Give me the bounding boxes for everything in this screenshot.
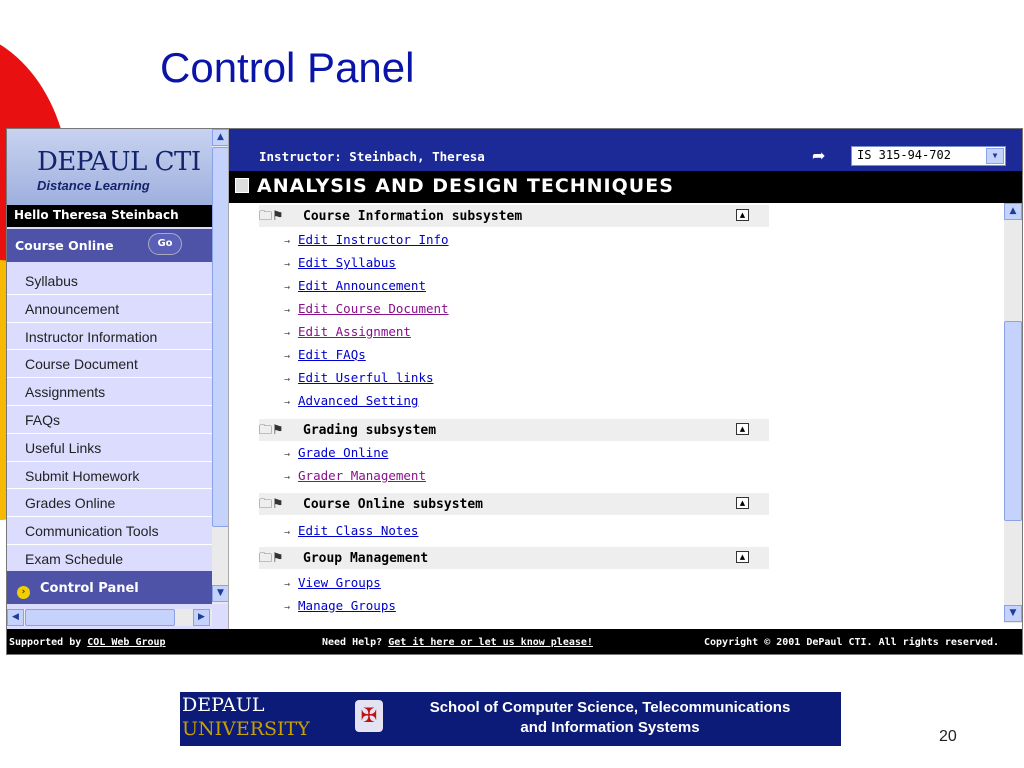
document-icon (235, 178, 249, 193)
link-item (284, 370, 434, 385)
footer-help: Need Help? Get it here or let us know please! (322, 637, 593, 648)
edit-course-document-link[interactable]: Edit Course Document (298, 301, 449, 316)
course-title: ANALYSIS AND DESIGN TECHNIQUES (257, 175, 674, 197)
bullet-arrow-icon: → (284, 397, 291, 408)
bullet-arrow-icon: → (284, 351, 291, 362)
link-item (284, 232, 449, 247)
course-title-bar (229, 171, 1023, 203)
scroll-right-icon[interactable]: ▶ (193, 609, 210, 626)
scroll-down-icon[interactable]: ▼ (212, 585, 229, 602)
go-button[interactable]: Go (148, 233, 182, 255)
bullet-arrow-icon: → (284, 328, 291, 339)
collapse-icon[interactable]: ▲ (736, 551, 749, 563)
sidebar-item-syllabus[interactable]: Syllabus (7, 267, 212, 295)
bullet-arrow-icon: → (284, 305, 291, 316)
grader-management-link[interactable]: Grader Management (298, 468, 426, 483)
section-header (259, 493, 769, 515)
arrow-circle-icon: › (17, 586, 30, 599)
scrollbar-thumb[interactable] (212, 147, 229, 527)
horizontal-scrollbar-thumb[interactable] (25, 609, 175, 626)
sidebar-nav (7, 267, 212, 573)
scroll-up-icon[interactable]: ▲ (212, 129, 229, 146)
bullet-arrow-icon: → (284, 472, 291, 483)
bullet-arrow-icon: → (284, 602, 291, 613)
folder-flag-icon: 🗀⚑ (259, 551, 284, 566)
bullet-arrow-icon: → (284, 282, 291, 293)
collapse-icon[interactable]: ▲ (736, 209, 749, 221)
bullet-arrow-icon: → (284, 527, 291, 538)
scrollbar-thumb[interactable] (1004, 321, 1022, 521)
edit-faqs-link[interactable]: Edit FAQs (298, 347, 366, 362)
scroll-up-icon[interactable]: ▲ (1004, 203, 1022, 220)
bullet-arrow-icon: → (284, 579, 291, 590)
scroll-left-icon[interactable]: ◀ (7, 609, 24, 626)
folder-flag-icon: 🗀⚑ (259, 497, 284, 512)
chevron-down-icon[interactable]: ▼ (986, 148, 1004, 164)
section-title: Course Information subsystem (303, 209, 523, 224)
edit-useful-links-link[interactable]: Edit Userful links (298, 370, 434, 385)
advanced-setting-link[interactable]: Advanced Setting (298, 393, 419, 408)
course-select[interactable] (851, 146, 1006, 166)
depaul-cti-logo (7, 129, 212, 205)
banner-text: School of Computer Science, Telecommunications and Information Systems (429, 699, 791, 736)
course-online-bar (7, 229, 212, 262)
edit-syllabus-link[interactable]: Edit Syllabus (298, 255, 396, 270)
link-item (284, 523, 418, 538)
sidebar-item-submit-homework[interactable]: Submit Homework (7, 462, 212, 490)
link-item (284, 598, 396, 613)
sidebar-item-announcement[interactable]: Announcement (7, 295, 212, 323)
sidebar-item-useful-links[interactable]: Useful Links (7, 434, 212, 462)
forward-arrow-icon[interactable]: ➦ (812, 146, 826, 165)
edit-assignment-link[interactable]: Edit Assignment (298, 324, 411, 339)
sidebar-item-communication-tools[interactable]: Communication Tools (7, 517, 212, 545)
instructor-name: Instructor: Steinbach, Theresa (259, 149, 485, 164)
link-item (284, 468, 426, 483)
edit-class-notes-link[interactable]: Edit Class Notes (298, 523, 419, 538)
grade-online-link[interactable]: Grade Online (298, 445, 389, 460)
edit-announcement-link[interactable]: Edit Announcement (298, 278, 426, 293)
control-panel-label: Control Panel (40, 581, 139, 596)
footer-bar (7, 629, 1023, 655)
manage-groups-link[interactable]: Manage Groups (298, 598, 396, 613)
link-item (284, 324, 411, 339)
view-groups-link[interactable]: View Groups (298, 575, 381, 590)
link-item (284, 575, 381, 590)
section-title: Grading subsystem (303, 423, 437, 438)
header-bar (229, 129, 1023, 171)
section-header (259, 547, 769, 569)
link-item (284, 301, 449, 316)
section-title: Course Online subsystem (303, 497, 484, 512)
browser-screenshot (6, 128, 1023, 655)
section-title: Group Management (303, 551, 429, 566)
scroll-down-icon[interactable]: ▼ (1004, 605, 1022, 622)
sidebar (7, 129, 229, 655)
page-number: 20 (939, 728, 957, 745)
footer-copyright: Copyright © 2001 DePaul CTI. All rights reserved. (704, 637, 1000, 648)
university-seal-icon: ✠ (355, 700, 383, 732)
logo-subtitle: Distance Learning (37, 178, 150, 193)
link-item (284, 393, 418, 408)
sidebar-item-course-document[interactable]: Course Document (7, 350, 212, 378)
link-item (284, 255, 396, 270)
bullet-arrow-icon: → (284, 449, 291, 460)
control-panel-content (229, 203, 1004, 623)
course-select-value: IS 315-94-702 (857, 148, 951, 162)
footer-supported: Supported by COL Web Group (9, 637, 166, 648)
bullet-arrow-icon: → (284, 236, 291, 247)
folder-flag-icon: 🗀⚑ (259, 209, 284, 224)
bottom-banner (180, 692, 841, 746)
help-link[interactable]: Get it here or let us know please! (388, 637, 593, 648)
col-web-group-link[interactable]: COL Web Group (87, 637, 166, 648)
link-item (284, 347, 366, 362)
slide-title: Control Panel (160, 44, 415, 91)
collapse-icon[interactable]: ▲ (736, 423, 749, 435)
sidebar-item-grades-online[interactable]: Grades Online (7, 489, 212, 517)
sidebar-horizontal-scrollbar[interactable] (7, 609, 212, 626)
section-header (259, 419, 769, 441)
bullet-arrow-icon: → (284, 259, 291, 270)
section-header (259, 205, 769, 227)
link-item (284, 445, 388, 460)
sidebar-item-faqs[interactable]: FAQs (7, 406, 212, 434)
sidebar-vertical-scrollbar[interactable] (212, 129, 229, 604)
sidebar-item-instructor-information[interactable]: Instructor Information (7, 323, 212, 351)
edit-instructor-info-link[interactable]: Edit Instructor Info (298, 232, 449, 247)
folder-flag-icon: 🗀⚑ (259, 423, 284, 438)
logo-title: DEPAUL CTI (37, 147, 201, 177)
greeting: Hello Theresa Steinbach (7, 205, 212, 227)
sidebar-item-exam-schedule[interactable]: Exam Schedule (7, 545, 212, 573)
depaul-university-logo: DEPAUL UNIVERSITY (180, 692, 345, 746)
sidebar-item-control-panel[interactable] (7, 571, 212, 604)
content-vertical-scrollbar[interactable] (1004, 203, 1022, 623)
collapse-icon[interactable]: ▲ (736, 497, 749, 509)
link-item (284, 278, 426, 293)
bullet-arrow-icon: → (284, 374, 291, 385)
course-online-label: Course Online (15, 238, 114, 253)
sidebar-item-assignments[interactable]: Assignments (7, 378, 212, 406)
